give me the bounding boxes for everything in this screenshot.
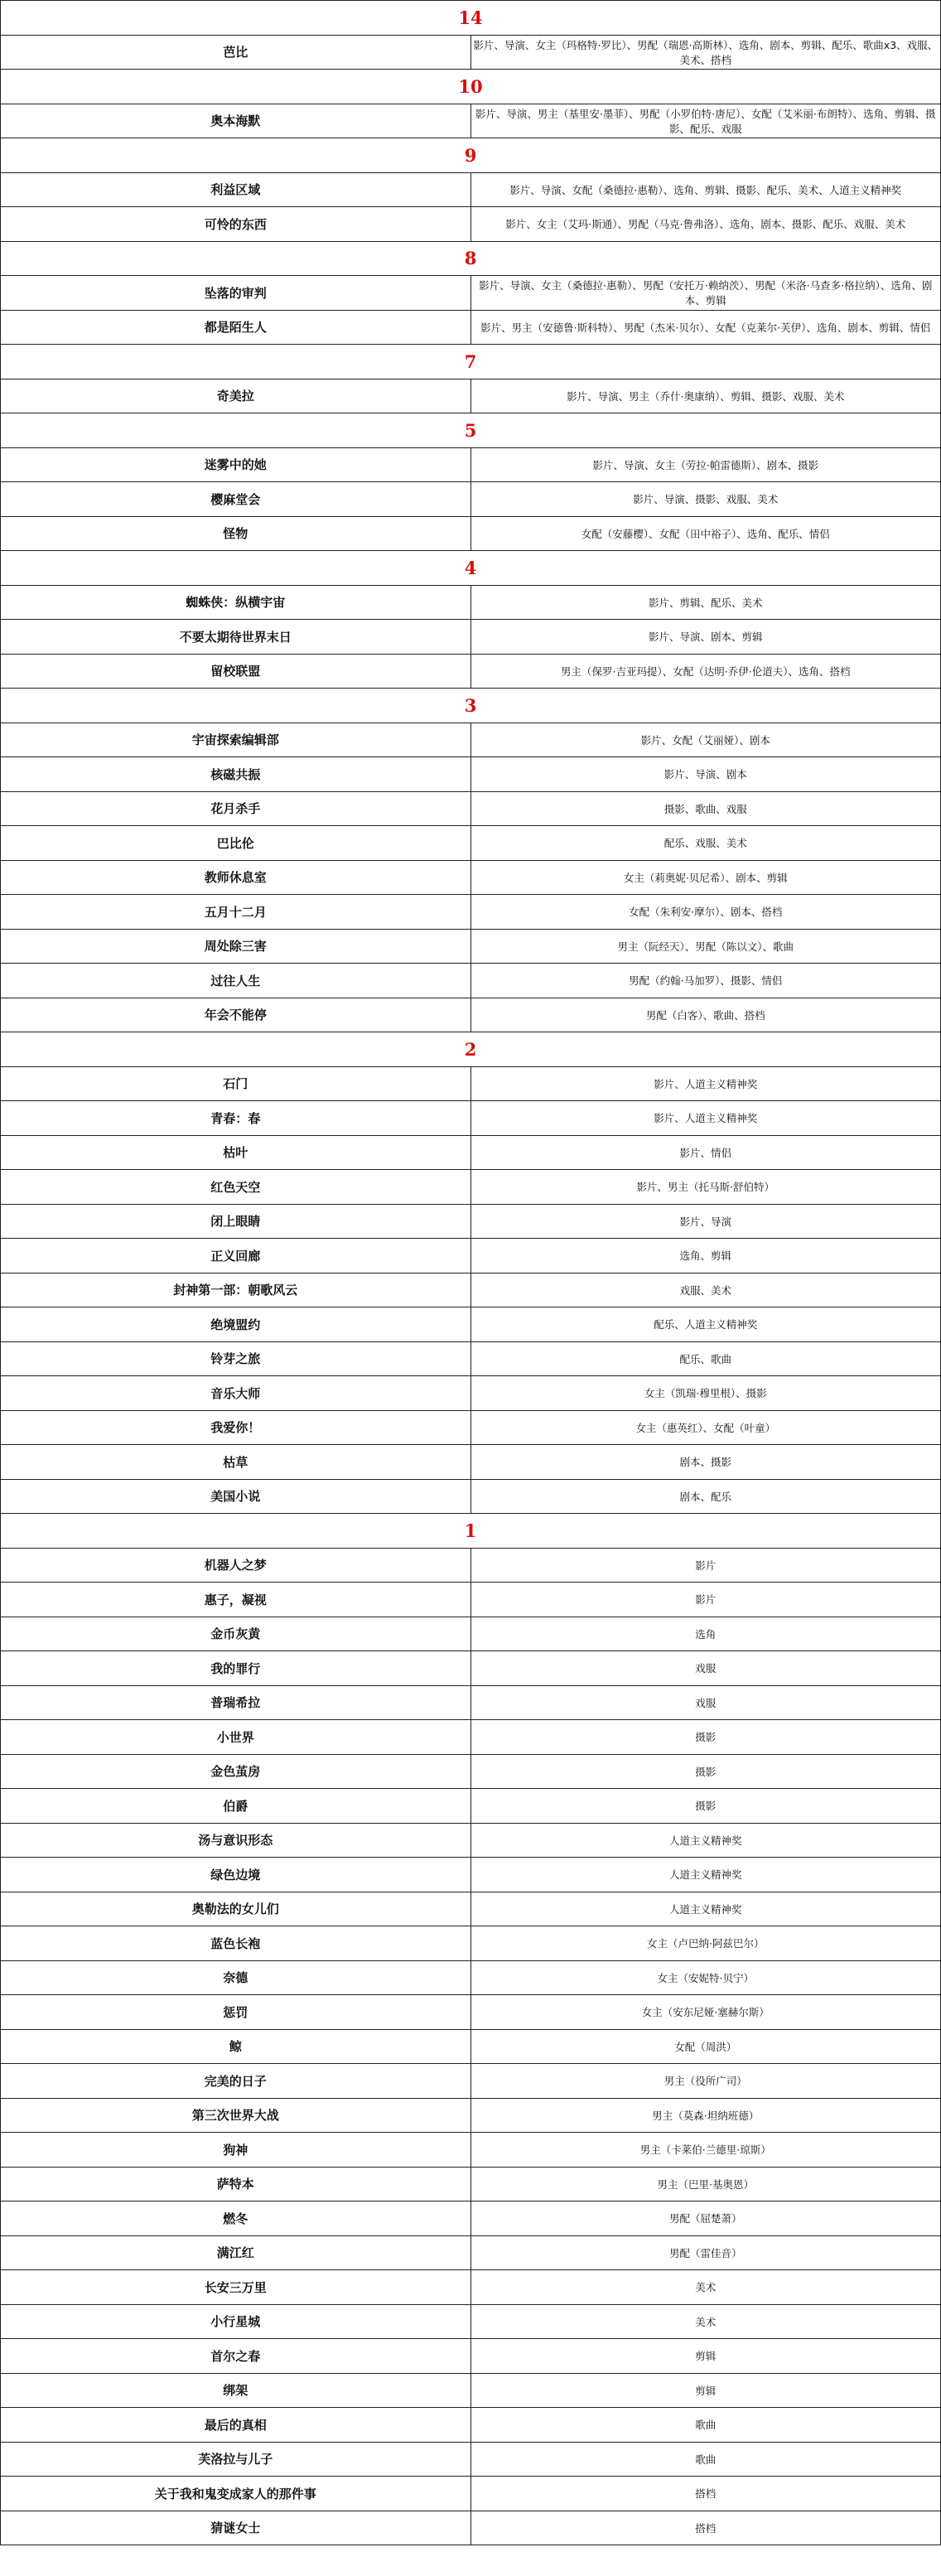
table-row	[1, 2133, 941, 2168]
nominated-categories: 女主（凯瑞·穆里根）、摄影	[470, 1376, 941, 1411]
film-title: 不要太期待世界末日	[1, 620, 471, 655]
nominated-categories: 影片、导演	[470, 1204, 941, 1239]
film-title: 青春：春	[1, 1101, 471, 1136]
nomination-count-header: 9	[1, 138, 941, 173]
nominated-categories: 影片	[470, 1548, 941, 1583]
film-title: 汤与意识形态	[1, 1823, 471, 1858]
film-title: 绿色边境	[1, 1858, 471, 1892]
nominated-categories: 影片、导演、男主（乔什·奥康纳）、剪辑、摄影、戏服、美术	[470, 379, 941, 413]
table-row	[1, 2477, 941, 2511]
film-title: 奈德	[1, 1960, 471, 1995]
film-title: 都是陌生人	[1, 310, 471, 345]
table-row	[1, 447, 941, 482]
table-row	[1, 1410, 941, 1445]
nominated-categories: 影片、导演、女主（劳拉·帕雷德斯）、剧本、摄影	[470, 447, 941, 482]
nomination-count-header: 3	[1, 689, 941, 723]
film-title: 猜谜女士	[1, 2511, 471, 2545]
table-row	[1, 929, 941, 964]
nominated-categories: 美术	[470, 2304, 941, 2339]
table-row	[1, 791, 941, 826]
film-title: 蓝色长袍	[1, 1926, 471, 1961]
table-row	[1, 1239, 941, 1274]
table-row	[1, 2064, 941, 2099]
film-title: 惩罚	[1, 1995, 471, 2030]
film-title: 奥本海默	[1, 104, 471, 138]
table-row	[1, 585, 941, 620]
table-row	[1, 1341, 941, 1376]
film-title: 周处除三害	[1, 929, 471, 964]
table-row	[1, 276, 941, 311]
group-header-row	[1, 138, 941, 173]
film-title: 核磁共振	[1, 757, 471, 792]
film-title: 音乐大师	[1, 1376, 471, 1411]
nominated-categories: 影片、人道主义精神奖	[470, 1066, 941, 1101]
nominated-categories: 配乐、人道主义精神奖	[470, 1307, 941, 1342]
group-header-row	[1, 1032, 941, 1067]
group-header-row	[1, 241, 941, 276]
nominated-categories: 男主（役所广司）	[470, 2064, 941, 2099]
film-title: 利益区域	[1, 172, 471, 207]
nomination-count-header: 10	[1, 70, 941, 104]
nominated-categories: 影片、导演、女主（桑德拉·惠勒）、男配（安托万·赖纳茨）、男配（米洛·马查多·格拉纳）、选角、剧本、剪辑	[470, 276, 941, 311]
film-title: 蜘蛛侠：纵横宇宙	[1, 585, 471, 620]
table-row	[1, 1307, 941, 1342]
group-header-row	[1, 689, 941, 723]
nominated-categories: 摄影	[470, 1789, 941, 1824]
film-title: 燃冬	[1, 2201, 471, 2236]
nominated-categories: 戏服	[470, 1651, 941, 1686]
nominated-categories: 影片、导演、男主（基里安·墨菲）、男配（小罗伯特·唐尼）、女配（艾米丽·布朗特）、选角、剪辑、摄影、配乐、戏服	[470, 104, 941, 138]
table-row	[1, 1376, 941, 1411]
table-row	[1, 2511, 941, 2545]
film-title: 闭上眼睛	[1, 1204, 471, 1239]
film-title: 美国小说	[1, 1479, 471, 1514]
film-title: 绝境盟约	[1, 1307, 471, 1342]
table-row	[1, 1479, 941, 1514]
film-title: 枯草	[1, 1445, 471, 1480]
nominated-categories: 男主（莫森·坦纳班德）	[470, 2098, 941, 2133]
nominated-categories: 剧本、摄影	[470, 1445, 941, 1480]
table-row	[1, 1720, 941, 1755]
nominated-categories: 影片、情侣	[470, 1135, 941, 1170]
nominated-categories: 歌曲	[470, 2408, 941, 2443]
film-title: 红色天空	[1, 1170, 471, 1205]
nomination-count-header: 2	[1, 1032, 941, 1067]
group-header-row	[1, 1514, 941, 1549]
nominated-categories: 配乐、歌曲	[470, 1341, 941, 1376]
group-header-row	[1, 345, 941, 379]
table-row	[1, 1548, 941, 1583]
film-title: 封神第一部：朝歌风云	[1, 1273, 471, 1307]
film-title: 小行星城	[1, 2304, 471, 2339]
table-row	[1, 1995, 941, 2030]
nomination-count-header: 5	[1, 413, 941, 448]
table-row	[1, 620, 941, 655]
table-row	[1, 1651, 941, 1686]
nominated-categories: 影片、人道主义精神奖	[470, 1101, 941, 1136]
table-row	[1, 1204, 941, 1239]
table-row	[1, 1617, 941, 1651]
nominated-categories: 摄影、歌曲、戏服	[470, 791, 941, 826]
nominated-categories: 男配（屈楚萧）	[470, 2201, 941, 2236]
nominations-table-body	[1, 1, 941, 2545]
nominated-categories: 女配（朱利安·摩尔）、剧本、搭档	[470, 895, 941, 930]
table-row	[1, 860, 941, 895]
table-row	[1, 1754, 941, 1789]
film-title: 奇美拉	[1, 379, 471, 413]
nominated-categories: 影片、男主（安德鲁·斯科特）、男配（杰米·贝尔）、女配（克莱尔·芙伊）、选角、剧本、剪辑、情侣	[470, 310, 941, 345]
nominated-categories: 剧本、配乐	[470, 1479, 941, 1514]
nomination-count-header: 7	[1, 345, 941, 379]
table-row	[1, 2167, 941, 2201]
table-row	[1, 1273, 941, 1307]
nominated-categories: 影片、女配（艾丽娅）、剧本	[470, 723, 941, 757]
table-row	[1, 826, 941, 861]
table-row	[1, 172, 941, 207]
nominated-categories: 歌曲	[470, 2442, 941, 2477]
nominated-categories: 女主（卢巴纳·阿兹巴尔）	[470, 1926, 941, 1961]
nominated-categories: 人道主义精神奖	[470, 1892, 941, 1926]
film-title: 长安三万里	[1, 2270, 471, 2305]
nominated-categories: 摄影	[470, 1720, 941, 1755]
table-row	[1, 1789, 941, 1824]
nominated-categories: 选角	[470, 1617, 941, 1651]
film-title: 坠落的审判	[1, 276, 471, 311]
table-row	[1, 1960, 941, 1995]
nominated-categories: 选角、剪辑	[470, 1239, 941, 1274]
nominated-categories: 剪辑	[470, 2339, 941, 2374]
group-header-row	[1, 413, 941, 448]
table-row	[1, 1170, 941, 1205]
table-row	[1, 2270, 941, 2305]
nominated-categories: 女主（安妮特·贝宁）	[470, 1960, 941, 1995]
table-row	[1, 723, 941, 757]
nominated-categories: 搭档	[470, 2511, 941, 2545]
table-row	[1, 35, 941, 70]
film-title: 普瑞希拉	[1, 1685, 471, 1720]
film-title: 金币灰黄	[1, 1617, 471, 1651]
table-row	[1, 1926, 941, 1961]
nominated-categories: 男主（保罗·吉亚玛提）、女配（达明·乔伊·伦道夫）、选角、搭档	[470, 654, 941, 689]
group-header-row	[1, 551, 941, 586]
table-row	[1, 1445, 941, 1480]
film-title: 第三次世界大战	[1, 2098, 471, 2133]
table-row	[1, 895, 941, 930]
film-title: 花月杀手	[1, 791, 471, 826]
film-title: 五月十二月	[1, 895, 471, 930]
nomination-count-header: 8	[1, 241, 941, 276]
table-row	[1, 207, 941, 242]
table-row	[1, 1858, 941, 1892]
table-row	[1, 2201, 941, 2236]
nominated-categories: 人道主义精神奖	[470, 1823, 941, 1858]
nominated-categories: 影片、导演、摄影、戏服、美术	[470, 482, 941, 517]
table-row	[1, 1135, 941, 1170]
film-title: 怪物	[1, 516, 471, 551]
film-title: 宇宙探索编辑部	[1, 723, 471, 757]
film-title: 巴比伦	[1, 826, 471, 861]
film-title: 完美的日子	[1, 2064, 471, 2099]
nominated-categories: 配乐、戏服、美术	[470, 826, 941, 861]
table-row	[1, 654, 941, 689]
group-header-row	[1, 70, 941, 104]
table-row	[1, 1892, 941, 1926]
film-title: 机器人之梦	[1, 1548, 471, 1583]
table-row	[1, 1066, 941, 1101]
table-row	[1, 516, 941, 551]
table-row	[1, 2235, 941, 2270]
nominated-categories: 影片、导演、剧本	[470, 757, 941, 792]
film-title: 首尔之春	[1, 2339, 471, 2374]
table-row	[1, 2304, 941, 2339]
nomination-count-header: 14	[1, 1, 941, 36]
nominated-categories: 影片、男主（托马斯·舒伯特）	[470, 1170, 941, 1205]
nominated-categories: 女主（莉奥妮·贝尼希）、剧本、剪辑	[470, 860, 941, 895]
group-header-row	[1, 1, 941, 36]
film-title: 迷雾中的她	[1, 447, 471, 482]
film-title: 小世界	[1, 1720, 471, 1755]
nominated-categories: 男配（白客）、歌曲、搭档	[470, 998, 941, 1032]
film-title: 过往人生	[1, 964, 471, 998]
film-title: 枯叶	[1, 1135, 471, 1170]
film-title: 我的罪行	[1, 1651, 471, 1686]
film-title: 石门	[1, 1066, 471, 1101]
film-title: 樱麻堂会	[1, 482, 471, 517]
nominated-categories: 影片、导演、剧本、剪辑	[470, 620, 941, 655]
nominated-categories: 女配（周洪）	[470, 2029, 941, 2064]
table-row	[1, 2029, 941, 2064]
table-row	[1, 2098, 941, 2133]
nominated-categories: 戏服	[470, 1685, 941, 1720]
nominated-categories: 男配（约翰·马加罗）、摄影、情侣	[470, 964, 941, 998]
film-title: 伯爵	[1, 1789, 471, 1824]
film-title: 铃芽之旅	[1, 1341, 471, 1376]
nominated-categories: 美术	[470, 2270, 941, 2305]
film-title: 萨特本	[1, 2167, 471, 2201]
table-row	[1, 2442, 941, 2477]
table-row	[1, 379, 941, 413]
nominated-categories: 戏服、美术	[470, 1273, 941, 1307]
nomination-count-header: 1	[1, 1514, 941, 1549]
film-title: 芙洛拉与儿子	[1, 2442, 471, 2477]
film-title: 狗神	[1, 2133, 471, 2168]
nominated-categories: 男主（阮经天）、男配（陈以文）、歌曲	[470, 929, 941, 964]
table-row	[1, 2339, 941, 2374]
nominated-categories: 人道主义精神奖	[470, 1858, 941, 1892]
table-row	[1, 757, 941, 792]
film-title: 鲸	[1, 2029, 471, 2064]
film-title: 我爱你！	[1, 1410, 471, 1445]
nominated-categories: 摄影	[470, 1754, 941, 1789]
film-title: 金色茧房	[1, 1754, 471, 1789]
film-title: 奥勒法的女儿们	[1, 1892, 471, 1926]
nominated-categories: 女主（惠英红）、女配（叶童）	[470, 1410, 941, 1445]
film-title: 最后的真相	[1, 2408, 471, 2443]
nominated-categories: 女配（安藤樱）、女配（田中裕子）、选角、配乐、情侣	[470, 516, 941, 551]
film-title: 关于我和鬼变成家人的那件事	[1, 2477, 471, 2511]
nominated-categories: 男主（卡莱伯·兰德里·琼斯）	[470, 2133, 941, 2168]
nominated-categories: 影片、女主（艾玛·斯通）、男配（马克·鲁弗洛）、选角、剧本、摄影、配乐、戏服、美术	[470, 207, 941, 242]
nominated-categories: 男主（巴里·基奥恩）	[470, 2167, 941, 2201]
nominated-categories: 搭档	[470, 2477, 941, 2511]
nomination-count-header: 4	[1, 551, 941, 586]
table-row	[1, 104, 941, 138]
nominated-categories: 女主（安东尼娅·塞赫尔斯）	[470, 1995, 941, 2030]
film-title: 可怜的东西	[1, 207, 471, 242]
film-title: 留校联盟	[1, 654, 471, 689]
nominated-categories: 影片	[470, 1583, 941, 1617]
film-title: 年会不能停	[1, 998, 471, 1032]
table-row	[1, 2408, 941, 2443]
film-title: 绑架	[1, 2373, 471, 2408]
table-row	[1, 998, 941, 1032]
table-row	[1, 1583, 941, 1617]
film-title: 正义回廊	[1, 1239, 471, 1274]
nominated-categories: 剪辑	[470, 2373, 941, 2408]
table-row	[1, 1101, 941, 1136]
nominated-categories: 男配（雷佳音）	[470, 2235, 941, 2270]
table-row	[1, 1685, 941, 1720]
film-title: 惠子，凝视	[1, 1583, 471, 1617]
nominated-categories: 影片、导演、女主（玛格特·罗比）、男配（瑞恩·高斯林）、选角、剧本、剪辑、配乐、歌曲x3、戏服、美术、搭档	[470, 35, 941, 70]
nominated-categories: 影片、导演、女配（桑德拉·惠勒）、选角、剪辑、摄影、配乐、美术、人道主义精神奖	[470, 172, 941, 207]
film-title: 满江红	[1, 2235, 471, 2270]
table-row	[1, 482, 941, 517]
table-row	[1, 964, 941, 998]
film-title: 芭比	[1, 35, 471, 70]
nominated-categories: 影片、剪辑、配乐、美术	[470, 585, 941, 620]
table-row	[1, 2373, 941, 2408]
film-title: 教师休息室	[1, 860, 471, 895]
table-row	[1, 1823, 941, 1858]
table-row	[1, 310, 941, 345]
